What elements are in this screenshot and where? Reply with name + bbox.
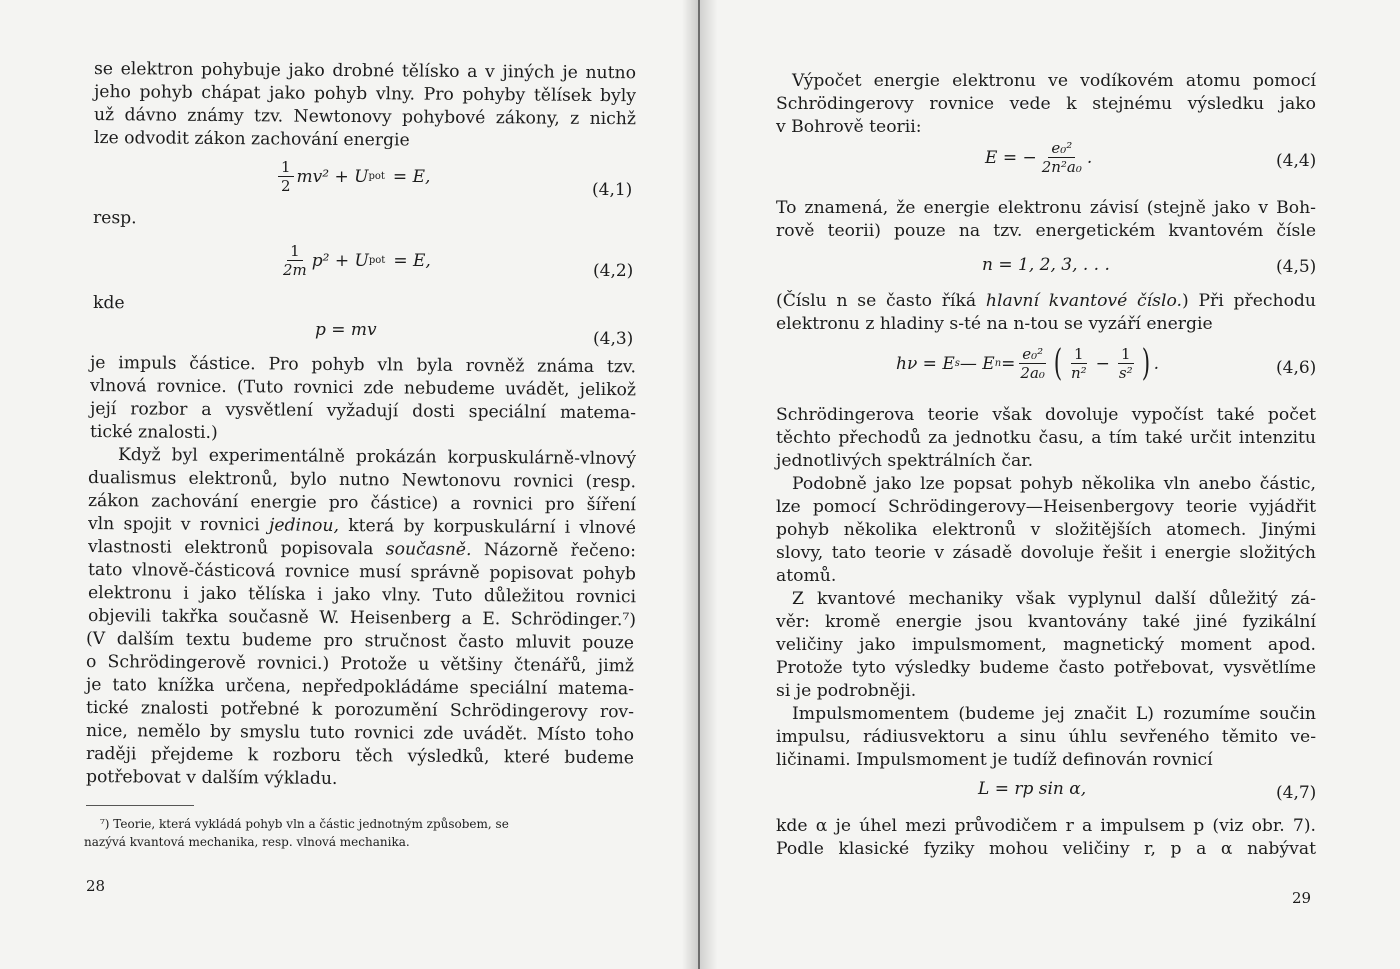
eq-tail: . bbox=[1086, 147, 1093, 168]
left-paren: ( bbox=[1053, 342, 1063, 384]
subscript: s bbox=[954, 358, 960, 369]
text-line: atomů. bbox=[776, 566, 837, 586]
equation-4-2 bbox=[278, 242, 431, 279]
fraction bbox=[1040, 139, 1084, 176]
text-line: vlnová rovnice. (Tuto rovnici zde nebudeme uvádět, jelikož bbox=[89, 376, 637, 401]
fraction bbox=[1018, 345, 1047, 382]
text-line: Impulsmomentem (budeme jej značit L) rozumíme součin bbox=[792, 704, 1316, 724]
equation-number: (4,1) bbox=[592, 180, 633, 200]
numerator: 1 bbox=[1118, 345, 1134, 364]
fraction bbox=[281, 242, 309, 279]
text-line: tické znalosti.) bbox=[89, 422, 218, 444]
minus-sign: − bbox=[1095, 353, 1110, 374]
equation-4-3 bbox=[315, 320, 377, 340]
eq-body: mv² + U bbox=[296, 166, 369, 187]
text-line: nice, nemělo by smyslu tuto rovnici zde uvádět. Místo toho bbox=[85, 721, 635, 746]
equation-4-6 bbox=[896, 342, 1160, 384]
emphasis: současně. bbox=[385, 539, 472, 561]
text-line: je tato knížka určena, nepředpokládáme speciální matema- bbox=[85, 675, 635, 700]
text-line: v Bohrově teorii: bbox=[776, 117, 922, 137]
text-line: o Schrödingerově rovnici.) Protože u většiny čtenářů, jimž bbox=[85, 652, 635, 677]
text-line: elektronu i jako tělíska i jako vlny. Tuto důležitou rovnici bbox=[87, 583, 637, 608]
text-line: Schrödingerovy rovnice vede k stejnému výsledku jako bbox=[776, 94, 1316, 114]
text-line: jednotlivých spektrálních čar. bbox=[776, 451, 1034, 471]
denominator: 2n²a₀ bbox=[1041, 158, 1082, 176]
text-run: vln spojit v rovnici bbox=[87, 514, 270, 536]
equation-number: (4,7) bbox=[1276, 783, 1317, 803]
text-line: objevili takřka současně W. Heisenberg a E. Schrödinger.⁷) bbox=[87, 606, 637, 631]
equation-4-1 bbox=[275, 158, 430, 195]
text-run: která by korpuskulární i vlnové bbox=[338, 515, 637, 539]
page-number: 29 bbox=[1292, 889, 1312, 907]
equation-4-7 bbox=[978, 779, 1086, 799]
text-line bbox=[88, 536, 636, 562]
text-line: už dávno známy tzv. Newtonovy pohybové zákony, z nichž bbox=[93, 105, 637, 130]
text-line: pohyb několika elektronů v složitějších atomech. Jinými bbox=[776, 520, 1316, 540]
text-run: ) Při přechodu bbox=[1182, 291, 1316, 311]
footnote-line: ⁷) Teorie, která vykládá pohyb vln a částic jednotným způsobem, se bbox=[100, 817, 509, 831]
denominator: n² bbox=[1070, 364, 1087, 382]
equation-4-4 bbox=[985, 139, 1092, 176]
text-line: impulsu, rádiusvektoru a sinu úhlu sevřeného těmito ve- bbox=[776, 727, 1316, 747]
text-line: věr: kromě energie jsou kvantovány také jiné fyzikální bbox=[776, 612, 1316, 632]
text-line: slovy, tato teorie v zásadě dovoluje řešit i energie složitých bbox=[776, 543, 1316, 563]
right-page bbox=[700, 0, 1400, 969]
text-line: veličiny jako impulsmoment, magnetický moment apod. bbox=[776, 635, 1316, 655]
equation-number: (4,6) bbox=[1276, 358, 1317, 378]
gutter-shadow bbox=[700, 0, 718, 969]
eq-mid: — E bbox=[959, 353, 995, 374]
subscript: pot bbox=[368, 255, 386, 266]
text-line bbox=[776, 290, 1316, 312]
text-line: její rozbor a vysvětlení vyžadují dosti speciální matema- bbox=[89, 399, 637, 424]
numerator: 1 bbox=[287, 242, 303, 261]
text-line: Když byl experimentálně prokázán korpuskulárně-vlnový bbox=[117, 445, 637, 470]
subscript: pot bbox=[368, 171, 385, 182]
text-line: rově teorii) pouze na tzv. energetickém kvantovém čísle bbox=[776, 221, 1316, 241]
eq-tail: = E, bbox=[393, 250, 431, 271]
text-line: si je podrobněji. bbox=[776, 681, 917, 701]
denominator: 2m bbox=[283, 261, 307, 279]
equation-number: (4,5) bbox=[1276, 257, 1317, 277]
fraction bbox=[1069, 345, 1089, 382]
text-line: potřebovat v dalším výkladu. bbox=[85, 767, 338, 789]
eq-lhs: hν = E bbox=[896, 353, 955, 374]
text-line: je impuls částice. Pro pohyb vln byla rovněž známa tzv. bbox=[89, 353, 637, 378]
text-line: Podle klasické fyziky mohou veličiny r, p a α nabývat bbox=[776, 839, 1316, 859]
eq-equals: = bbox=[1001, 353, 1016, 374]
text-line: Výpočet energie elektronu ve vodíkovém atomu pomocí bbox=[792, 71, 1316, 91]
text-line: ličinami. Impulsmoment je tudíž definován rovnicí bbox=[776, 750, 1213, 770]
text-line: elektronu z hladiny s-té na n-tou se vyzáří energie bbox=[776, 314, 1213, 334]
text-line: těchto přechodů za jednotku času, a tím také určit intenzitu bbox=[776, 428, 1316, 448]
text-line: lze odvodit zákon zachování energie bbox=[93, 128, 410, 151]
fraction bbox=[1117, 345, 1135, 382]
equation-number: (4,4) bbox=[1276, 151, 1317, 171]
emphasis: jedinou, bbox=[268, 515, 340, 536]
eq-body: L = rp sin α, bbox=[978, 779, 1087, 799]
eq-tail: = E, bbox=[392, 166, 431, 187]
footnote-line: nazývá kvantová mechanika, resp. vlnová mechanika. bbox=[84, 835, 410, 849]
text-line: Schrödingerova teorie však dovoluje vypočíst také počet bbox=[776, 405, 1316, 425]
text-run: vlastnosti elektronů popisovala bbox=[87, 537, 386, 560]
text-line: Z kvantové mechaniky však vyplynul další důležitý zá- bbox=[792, 589, 1316, 609]
numerator: 1 bbox=[1071, 345, 1087, 364]
numerator: e₀² bbox=[1019, 345, 1046, 364]
fraction bbox=[278, 158, 294, 195]
eq-body: p² + U bbox=[311, 250, 369, 271]
text-line: lze pomocí Schrödingerovy—Heisenbergovy teorie vyjádřit bbox=[776, 497, 1316, 517]
text-line: Podobně jako lze popsat pohyb několika vln anebo částic, bbox=[792, 474, 1316, 494]
text-line: tato vlnově-částicová rovnice musí správně popisovat pohyb bbox=[87, 560, 637, 585]
numerator: e₀² bbox=[1048, 139, 1075, 158]
denominator: 2a₀ bbox=[1020, 364, 1045, 382]
subscript: n bbox=[994, 358, 1002, 369]
footnote-separator bbox=[86, 805, 194, 806]
text-line: tické znalosti potřebné k porozumění Schrödingerovy rov- bbox=[85, 698, 635, 723]
page-number: 28 bbox=[86, 877, 106, 895]
numerator: 1 bbox=[278, 158, 294, 177]
eq-tail: . bbox=[1153, 353, 1160, 374]
text-line: dualismus elektronů, bylo nutno Newtonovu rovnici (resp. bbox=[87, 468, 637, 493]
text-line: raději přejdeme k rozboru těch výsledků, které budeme bbox=[85, 744, 635, 769]
text-line: Protože tyto výsledky budeme často potřebovat, vysvětlíme bbox=[776, 658, 1316, 678]
eq-body: p = mv bbox=[315, 320, 377, 340]
right-paren: ) bbox=[1141, 342, 1150, 384]
equation-number: (4,3) bbox=[593, 329, 634, 349]
emphasis: hlavní kvantové číslo. bbox=[985, 291, 1182, 311]
equation-number: (4,2) bbox=[593, 261, 634, 281]
text-line: jeho pohyb chápat jako pohyb vlny. Pro pohyby tělísek byly bbox=[93, 82, 637, 107]
text-line: (V dalším textu budeme pro stručnost často mluvit pouze bbox=[85, 629, 635, 654]
text-kde: kde bbox=[92, 293, 125, 314]
denominator: 2 bbox=[281, 177, 291, 195]
eq-body: n = 1, 2, 3, . . . bbox=[982, 255, 1110, 275]
text-line bbox=[88, 513, 636, 539]
text-line: se elektron pohybuje jako drobné tělísko a v jiných je nutno bbox=[93, 59, 637, 84]
text-resp: resp. bbox=[92, 208, 137, 229]
text-run: (Číslu n se často říká bbox=[776, 291, 986, 311]
eq-lhs: E = − bbox=[985, 147, 1037, 168]
text-line: kde α je úhel mezi průvodičem r a impulsem p (viz obr. 7). bbox=[776, 816, 1316, 836]
text-line: zákon zachování energie pro částice) a rovnici pro šíření bbox=[87, 491, 637, 516]
equation-4-5 bbox=[982, 255, 1110, 275]
text-line: To znamená, že energie elektronu závisí (stejně jako v Boh- bbox=[776, 198, 1316, 218]
denominator: s² bbox=[1118, 364, 1133, 382]
text-run: Názorně řečeno: bbox=[471, 540, 637, 562]
